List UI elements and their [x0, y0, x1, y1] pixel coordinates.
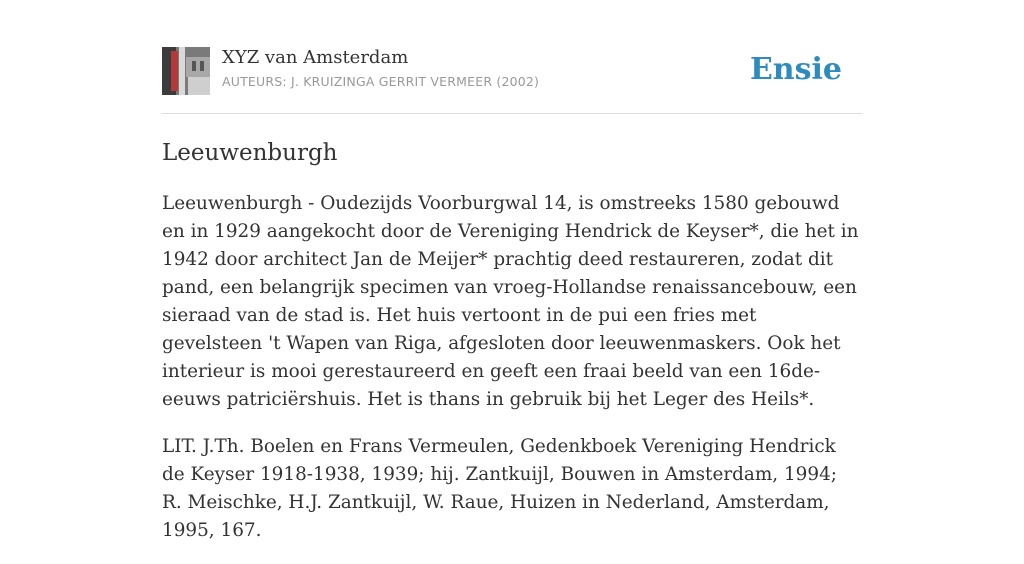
literature-paragraph: LIT. J.Th. Boelen en Frans Vermeulen, Gedenkboek Vereniging Hendrick de Keyser 1918-1938, 1939; hij. Zantkuijl, Bouwen in Amsterdam, 1994; R. Meischke, H.J. Zantkuijl, W. Raue, Huizen in Nederland, Amsterdam, 1995, 167. [162, 436, 837, 541]
article-paragraph: Leeuwenburgh - Oudezijds Voorburgwal 14, is omstreeks 1580 gebouwd en in 1929 aangekocht door de Vereniging Hendrick de Keyser*, die het in 1942 door architect Jan de Meijer* prachtig deed restaureren, zodat dit pand, een belangrijk specimen van vroeg-Hollandse renaissancebouw, een sieraad van de stad is. Het huis vertoont in de pui een fries met gevelsteen 't Wapen van Riga, afgesloten door leeuwenmaskers. Ook het interieur is mooi gerestaureerd en geeft een fraai beeld van een 16de-eeuws patriciërshuis. Het is thans in gebruik bij het Leger des Heils*. [162, 193, 859, 410]
source-avatar[interactable] [162, 47, 210, 95]
ensie-logo[interactable]: Ensie [749, 52, 842, 87]
article-title: Leeuwenburgh [162, 140, 338, 166]
article-body [162, 190, 862, 564]
book-cover-image [162, 47, 210, 95]
source-authors: AUTEURS: J. KRUIZINGA GERRIT VERMEER (2002) [222, 74, 540, 89]
source-header [162, 0, 862, 114]
source-title[interactable]: XYZ van Amsterdam [222, 47, 409, 68]
